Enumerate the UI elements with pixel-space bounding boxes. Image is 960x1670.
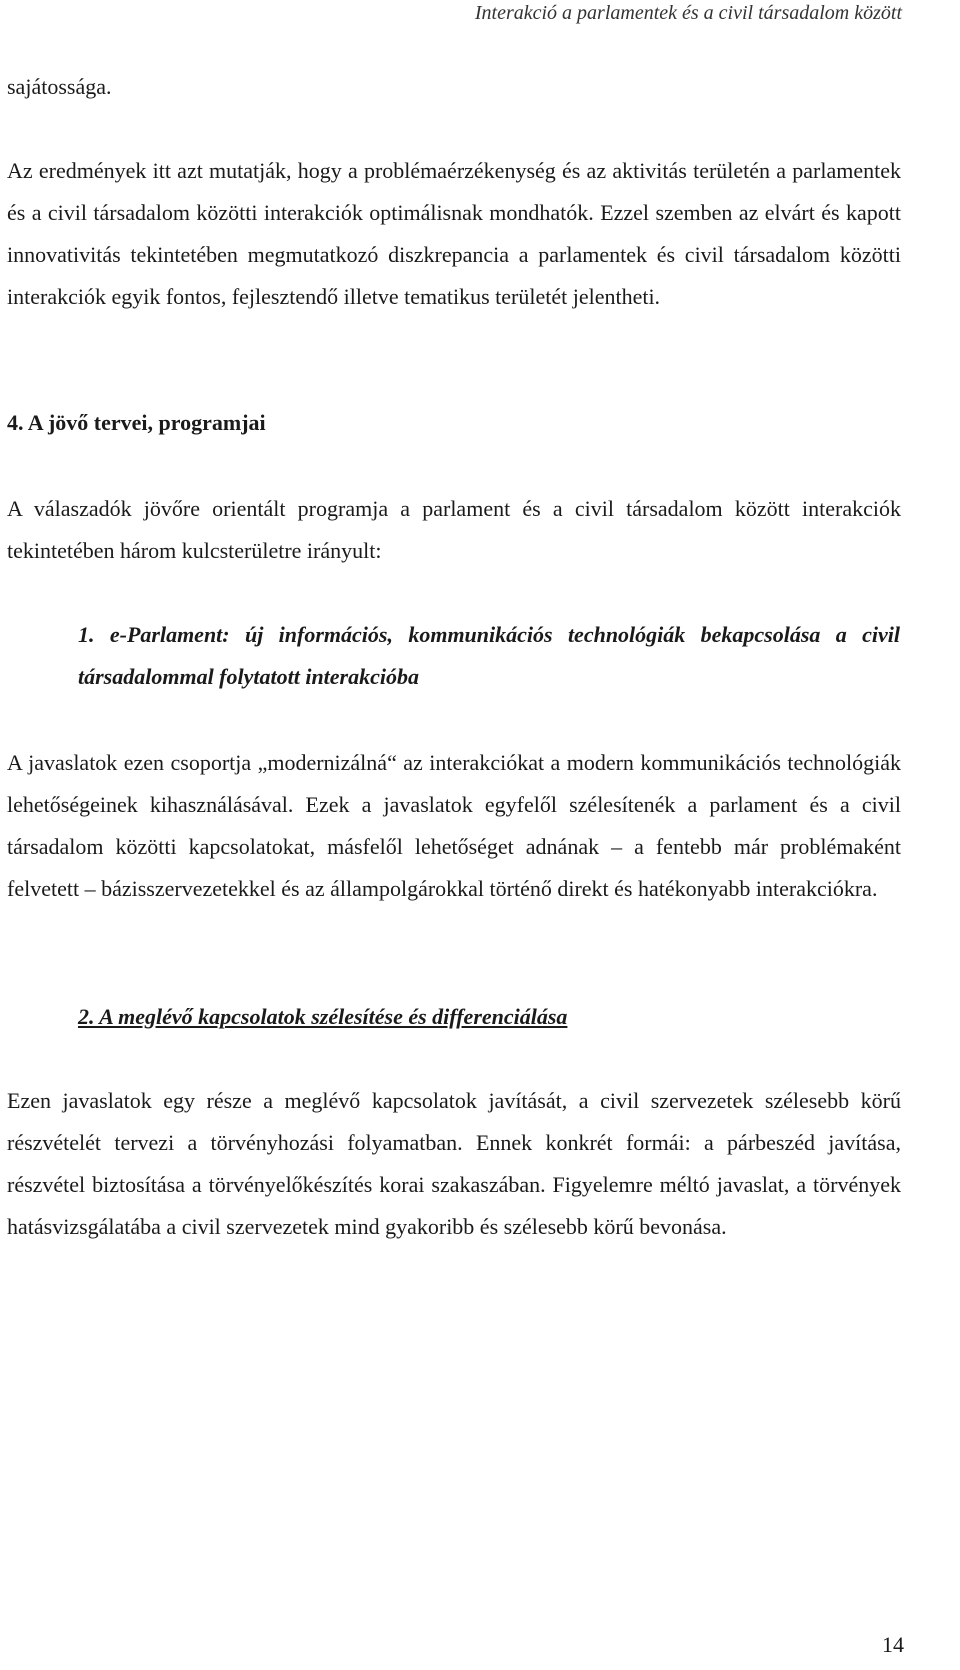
subheading-existing-relations: 2. A meglévő kapcsolatok szélesítése és differenciálása xyxy=(78,1004,568,1029)
subheading-e-parliament: 1. e-Parlament: új információs, kommunikációs technológiák bekapcsolása a civil társadalommal folytatott interakcióba xyxy=(78,622,900,689)
section-heading-future-plans: 4. A jövő tervei, programjai xyxy=(7,410,266,435)
paragraph-results: Az eredmények itt azt mutatják, hogy a problémaérzékenység és az aktivitás területén a parlamentek és a civil társadalom közötti interakciók optimálisnak mondhatók. Ezzel szemben az elvárt és kapott innovativitás tekintetében megmutatkozó diszkrepancia a parlamentek és civil társadalom közötti interakciók egyik fontos, fejlesztendő illetve tematikus területét jelentheti. xyxy=(7,158,901,309)
paragraph-continuation: sajátossága. xyxy=(7,74,112,99)
running-header: Interakció a parlamentek és a civil társadalom között xyxy=(474,2,902,24)
page-number: 14 xyxy=(882,1632,904,1657)
paragraph-participation: Ezen javaslatok egy része a meglévő kapcsolatok javítását, a civil szervezetek szélesebb körű részvételét tervezi a törvényhozási folyamatban. Ennek konkrét formái: a párbeszéd javítása, részvétel biztosítása a törvényelőkészítés korai szakaszában. Figyelemre méltó javaslat, a törvények hatásvizsgálatába a civil szervezetek mind gyakoribb és szélesebb körű bevonása. xyxy=(7,1088,901,1239)
paragraph-modernization: A javaslatok ezen csoportja „modernizálná“ az interakciókat a modern kommunikációs technológiák lehetőségeinek kihasználásával. Ezek a javaslatok egyfelől szélesítenék a parlament és a civil társadalom közötti kapcsolatokat, másfelől lehetőséget adnának – a fentebb már problémaként felvetett – bázisszervezetekkel és az állampolgárokkal történő direkt és hatékonyabb interakciókra. xyxy=(7,750,901,901)
paragraph-key-areas: A válaszadók jövőre orientált programja a parlament és a civil társadalom között interakciók tekintetében három kulcsterületre irányult: xyxy=(7,496,901,563)
